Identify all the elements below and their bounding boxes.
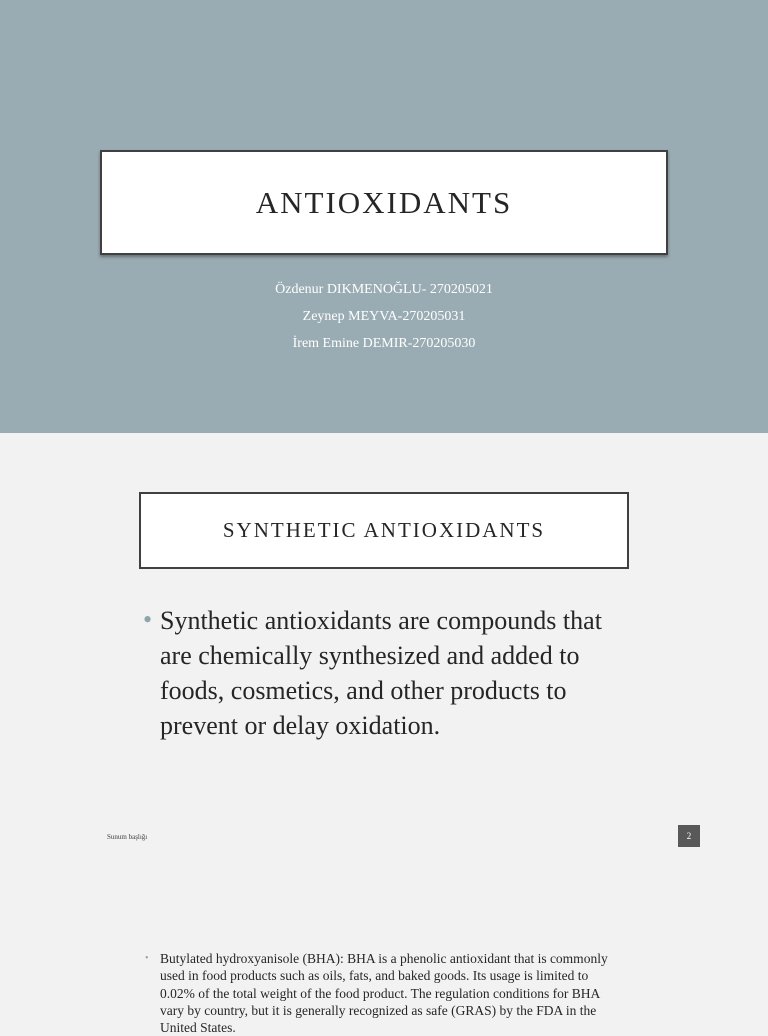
bullet-icon: • [143,605,153,634]
bullet-icon: • [145,953,149,964]
page-number-badge: 2 [678,825,700,847]
section-heading-box [139,492,629,569]
content-slide [0,433,768,888]
slide-footer: Sunum başlığı [107,833,148,841]
authors-list [0,276,768,357]
title-slide [0,0,768,433]
bullet-item [145,950,615,1036]
bullet-text: Synthetic antioxidants are compounds that are chemically synthesized and added to foods, cosmetics, and other products to prevent or delay oxidation. [160,606,602,740]
slide-title: ANTIOXIDANTS [255,184,513,220]
title-box [100,150,668,255]
author-line: İrem Emine DEMIR-270205030 [292,336,476,351]
bullet-item [143,603,623,743]
author-line: Zeynep MEYVA-270205031 [302,309,466,324]
content-slide-partial [0,888,768,1036]
author-line: Özdenur DIKMENOĞLU- 270205021 [275,282,493,297]
section-heading: SYNTHETIC ANTIOXIDANTS [222,518,546,542]
bullet-text: Butylated hydroxyanisole (BHA): BHA is a phenolic antioxidant that is commonly used in food products such as oils, fats, and baked goods. Its usage is limited to 0.02% of the total weight of the food product. The regulation conditions for BHA vary by country, but it is generally recognized as safe (GRAS) by the FDA in the United States. [160,951,608,1036]
